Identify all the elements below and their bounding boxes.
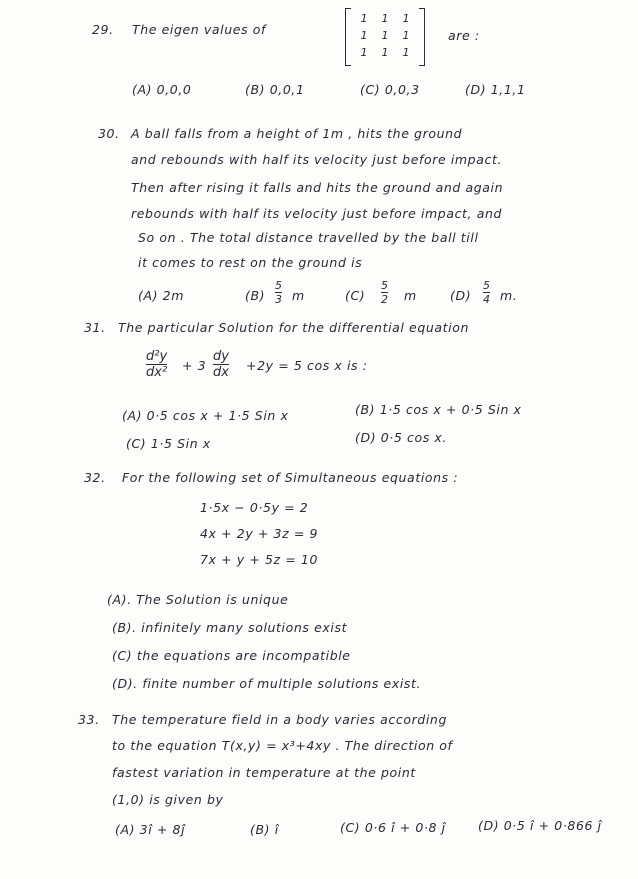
q30-line-3: Then after rising it falls and hits the ground and again <box>131 180 504 195</box>
q32-option-a[interactable]: (A). The Solution is unique <box>107 592 289 607</box>
q32-equation-2: 4x + 2y + 3z = 9 <box>200 526 319 541</box>
q30-option-b-label[interactable]: (B) <box>245 288 266 303</box>
q31-first-derivative <box>213 350 229 379</box>
q32-equation-1: 1·5x − 0·5y = 2 <box>200 500 309 515</box>
q33-line-4: (1,0) is given by <box>112 792 224 807</box>
q31-term-plus3: + 3 <box>182 358 207 373</box>
q29-matrix <box>345 8 425 64</box>
fraction-denominator: 4 <box>483 293 490 306</box>
q31-option-c[interactable]: (C) 1·5 Sin x <box>126 436 211 451</box>
fraction-numerator: dy <box>213 349 229 364</box>
q30-option-b-unit: m <box>292 288 305 303</box>
q30-option-d-label[interactable]: (D) <box>450 288 472 303</box>
q30-line-6: it comes to rest on the ground is <box>138 255 363 270</box>
matrix-cell: 1 <box>381 12 389 25</box>
q32-number: 32. <box>84 470 106 485</box>
matrix-cell: 1 <box>360 29 368 42</box>
fraction-denominator: dx <box>213 365 229 380</box>
q30-line-5: So on . The total distance travelled by the ball till <box>138 230 479 245</box>
matrix-right-bracket <box>419 8 425 66</box>
q31-option-a[interactable]: (A) 0·5 cos x + 1·5 Sin x <box>122 408 289 423</box>
q33-line-1: The temperature field in a body varies according <box>112 712 447 727</box>
matrix-cell: 1 <box>402 12 410 25</box>
q33-option-b[interactable]: (B) î <box>250 822 279 837</box>
fraction-numerator: d²y <box>146 349 168 364</box>
q30-option-d-unit: m. <box>500 288 518 303</box>
q31-stem: The particular Solution for the differential equation <box>118 320 469 335</box>
matrix-cell: 1 <box>360 12 368 25</box>
matrix-left-bracket <box>345 8 351 66</box>
q30-line-4: rebounds with half its velocity just before impact, and <box>131 206 503 221</box>
q31-second-derivative <box>146 350 167 379</box>
q29-option-b[interactable]: (B) 0,0,1 <box>245 82 305 97</box>
q33-line-3: fastest variation in temperature at the point <box>112 765 416 780</box>
q30-option-a[interactable]: (A) 2m <box>138 288 185 303</box>
matrix-cell: 1 <box>402 46 410 59</box>
q29-option-a[interactable]: (A) 0,0,0 <box>132 82 192 97</box>
q32-option-d[interactable]: (D). finite number of multiple solutions exist. <box>112 676 422 691</box>
q29-number: 29. <box>92 22 114 37</box>
q32-option-b[interactable]: (B). infinitely many solutions exist <box>112 620 348 635</box>
q30-option-d-fraction <box>483 280 490 305</box>
q30-option-c-unit: m <box>404 288 417 303</box>
q33-option-a[interactable]: (A) 3î + 8ĵ <box>115 822 186 837</box>
fraction-numerator: 5 <box>275 279 282 292</box>
q31-option-d[interactable]: (D) 0·5 cos x. <box>355 430 447 445</box>
fraction-numerator: 5 <box>381 279 388 292</box>
q31-equation-rest: +2y = 5 cos x is : <box>246 358 368 373</box>
matrix-cell: 1 <box>402 29 410 42</box>
fraction-numerator: 5 <box>483 279 490 292</box>
fraction-denominator: dx² <box>146 365 168 380</box>
q29-option-c[interactable]: (C) 0,0,3 <box>360 82 420 97</box>
q32-equation-3: 7x + y + 5z = 10 <box>200 552 319 567</box>
q30-option-c-label[interactable]: (C) <box>345 288 366 303</box>
q30-line-1: A ball falls from a height of 1m , hits the ground <box>131 126 463 141</box>
matrix-cell: 1 <box>381 46 389 59</box>
q30-option-b-fraction <box>275 280 282 305</box>
q33-option-d[interactable]: (D) 0·5 î + 0·866 ĵ <box>478 818 602 833</box>
q29-stem: The eigen values of <box>132 22 266 37</box>
q30-line-2: and rebounds with half its velocity just before impact. <box>131 152 503 167</box>
q33-option-c[interactable]: (C) 0·6 î + 0·8 ĵ <box>340 820 446 835</box>
matrix-cell: 1 <box>360 46 368 59</box>
q32-option-c[interactable]: (C) the equations are incompatible <box>112 648 351 663</box>
q31-number: 31. <box>84 320 106 335</box>
q33-number: 33. <box>78 712 100 727</box>
q29-option-d[interactable]: (D) 1,1,1 <box>465 82 526 97</box>
q31-option-b[interactable]: (B) 1·5 cos x + 0·5 Sin x <box>355 402 522 417</box>
q30-number: 30. <box>98 126 120 141</box>
q32-stem: For the following set of Simultaneous equations : <box>122 470 459 485</box>
matrix-cell: 1 <box>381 29 389 42</box>
q29-stem-end: are : <box>448 28 480 43</box>
fraction-denominator: 3 <box>275 293 282 306</box>
q33-line-2: to the equation T(x,y) = x³+4xy . The direction of <box>112 738 453 753</box>
q30-option-c-fraction <box>381 280 388 305</box>
fraction-denominator: 2 <box>381 293 388 306</box>
